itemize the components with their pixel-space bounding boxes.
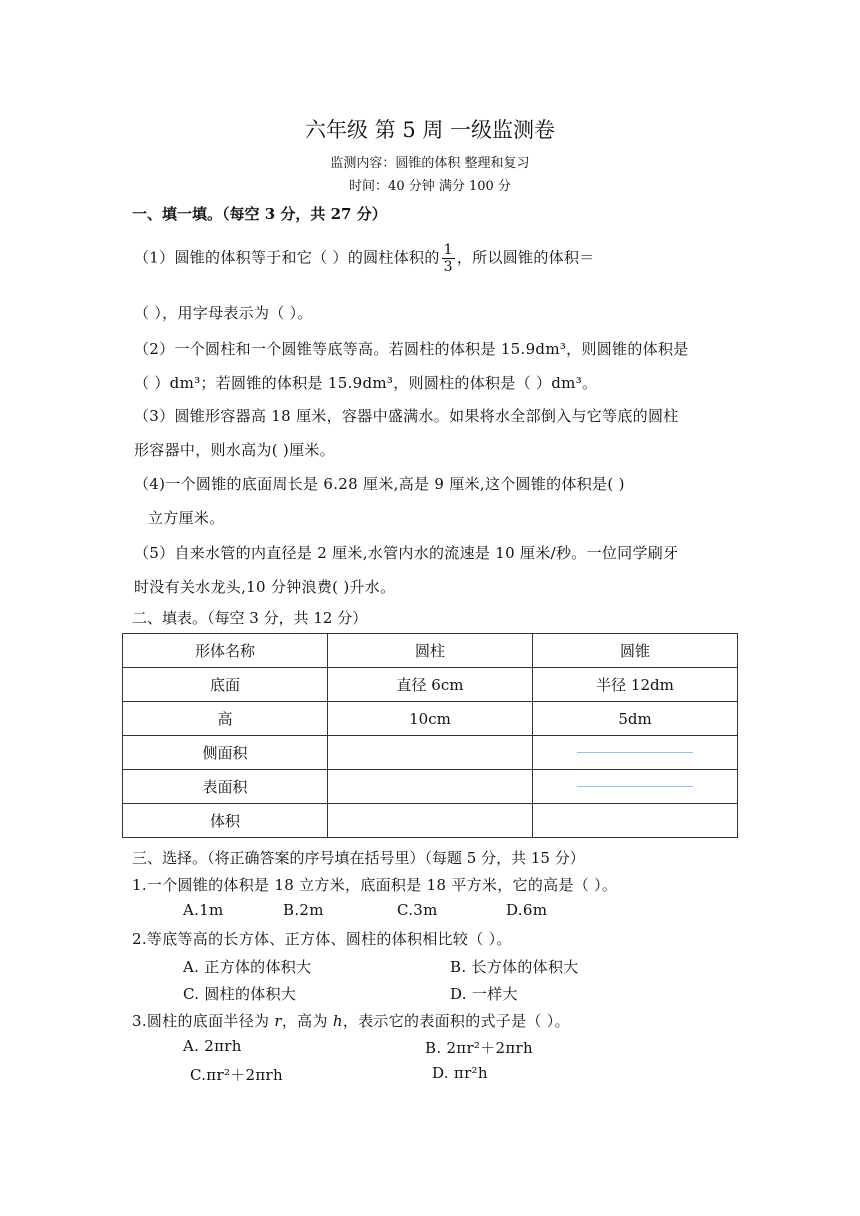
choice-q3: [132, 1010, 570, 1031]
shape-table: [122, 633, 738, 838]
test-time: 时间：40 分钟 满分 100 分: [349, 179, 511, 194]
height-symbol: h: [332, 1012, 343, 1030]
q3-line2: 形容器中，则水高为( )厘米。: [134, 441, 335, 459]
section1-heading: 一、填一填。（每空 3 分，共 27 分）: [132, 205, 387, 223]
choice-q2-option-c[interactable]: C. 圆柱的体积大: [183, 985, 297, 1003]
radius-symbol: r: [274, 1012, 282, 1030]
q4-line2: 立方厘米。: [148, 509, 225, 527]
choice-q3-option-c[interactable]: C.πr²＋2πrh: [190, 1066, 283, 1084]
choice-q1-option-a[interactable]: A.1m: [183, 901, 224, 919]
table-cell: 底面: [123, 668, 328, 702]
answer-cell[interactable]: [328, 804, 533, 838]
page-title: 六年级 第 5 周 一级监测卷: [304, 118, 556, 142]
q5-line2: 时没有关水龙头,10 分钟浪费( )升水。: [134, 578, 396, 596]
choice-q2-option-a[interactable]: A. 正方体的体积大: [183, 958, 312, 976]
section2-heading: 二、填表。（每空 3 分，共 12 分）: [132, 609, 368, 627]
table-cell: 10cm: [328, 702, 533, 736]
choice-q3-option-d[interactable]: D. πr²h: [432, 1064, 488, 1082]
table-row: [123, 668, 738, 702]
q1-line1: [134, 242, 595, 275]
table-cell: 体积: [123, 804, 328, 838]
table-cell: 5dm: [533, 702, 738, 736]
choice-q3-option-a[interactable]: A. 2πrh: [183, 1037, 242, 1055]
table-row: [123, 804, 738, 838]
choice-q1-option-d[interactable]: D.6m: [506, 901, 548, 919]
table-row: [123, 770, 738, 804]
section3-heading: 三、选择。（将正确答案的序号填在括号里）（每题 5 分，共 15 分）: [132, 849, 585, 867]
table-cell: 半径 12dm: [533, 668, 738, 702]
table-row: [123, 702, 738, 736]
one-third-fraction: $\frac{1}{3}$: [443, 242, 453, 275]
table-header-cell: 圆锥: [533, 634, 738, 668]
choice-q2-option-d[interactable]: D. 一样大: [450, 985, 518, 1003]
q3-line1: （3）圆锥形容器高 18 厘米，容器中盛满水。如果将水全部倒入与它等底的圆柱: [134, 407, 679, 425]
q1-text-b: ，所以圆锥的体积＝: [456, 248, 595, 267]
table-cell: 侧面积: [123, 736, 328, 770]
q1-line2: （ ），用字母表示为（ ）。: [134, 304, 313, 322]
blank-line: [577, 786, 693, 787]
choice-q1-option-c[interactable]: C.3m: [397, 901, 438, 919]
answer-cell[interactable]: [533, 736, 738, 770]
table-header-cell: 圆柱: [328, 634, 533, 668]
table-cell: 表面积: [123, 770, 328, 804]
table-cell: 高: [123, 702, 328, 736]
q2-line1: （2）一个圆柱和一个圆锥等底等高。若圆柱的体积是 15.9dm³，则圆锥的体积是: [134, 340, 689, 358]
blank-line: [577, 752, 693, 753]
table-row: [123, 736, 738, 770]
answer-cell[interactable]: [533, 804, 738, 838]
q2-line2: （ ）dm³；若圆锥的体积是 15.9dm³，则圆柱的体积是（ ）dm³。: [134, 374, 598, 392]
answer-cell[interactable]: [328, 770, 533, 804]
choice-q3-text-c: ，表示它的表面积的式子是（ ）。: [342, 1012, 570, 1030]
table-cell: 直径 6cm: [328, 668, 533, 702]
answer-cell[interactable]: [328, 736, 533, 770]
table-header-cell: 形体名称: [123, 634, 328, 668]
choice-q3-text-b: ，高为: [281, 1012, 333, 1030]
test-content: 监测内容：圆锥的体积 整理和复习: [330, 156, 530, 171]
choice-q2-option-b[interactable]: B. 长方体的体积大: [450, 958, 579, 976]
table-header-row: [123, 634, 738, 668]
choice-q3-text-a: 3.圆柱的底面半径为: [132, 1012, 275, 1030]
q1-text-a: （1）圆锥的体积等于和它（ ）的圆柱体积的: [134, 248, 440, 267]
choice-q2: 2.等底等高的长方体、正方体、圆柱的体积相比较（ ）。: [132, 930, 512, 948]
choice-q3-option-b[interactable]: B. 2πr²＋2πrh: [425, 1039, 533, 1057]
q5-line1: （5）自来水管的内直径是 2 厘米,水管内水的流速是 10 厘米/秒。一位同学刷牙: [134, 544, 679, 562]
q4-line1: （4)一个圆锥的底面周长是 6.28 厘米,高是 9 厘米,这个圆锥的体积是( ): [134, 475, 625, 493]
answer-cell[interactable]: [533, 770, 738, 804]
choice-q1-option-b[interactable]: B.2m: [283, 901, 324, 919]
choice-q1: 1.一个圆锥的体积是 18 立方米，底面积是 18 平方米，它的高是（ ）。: [132, 876, 618, 894]
